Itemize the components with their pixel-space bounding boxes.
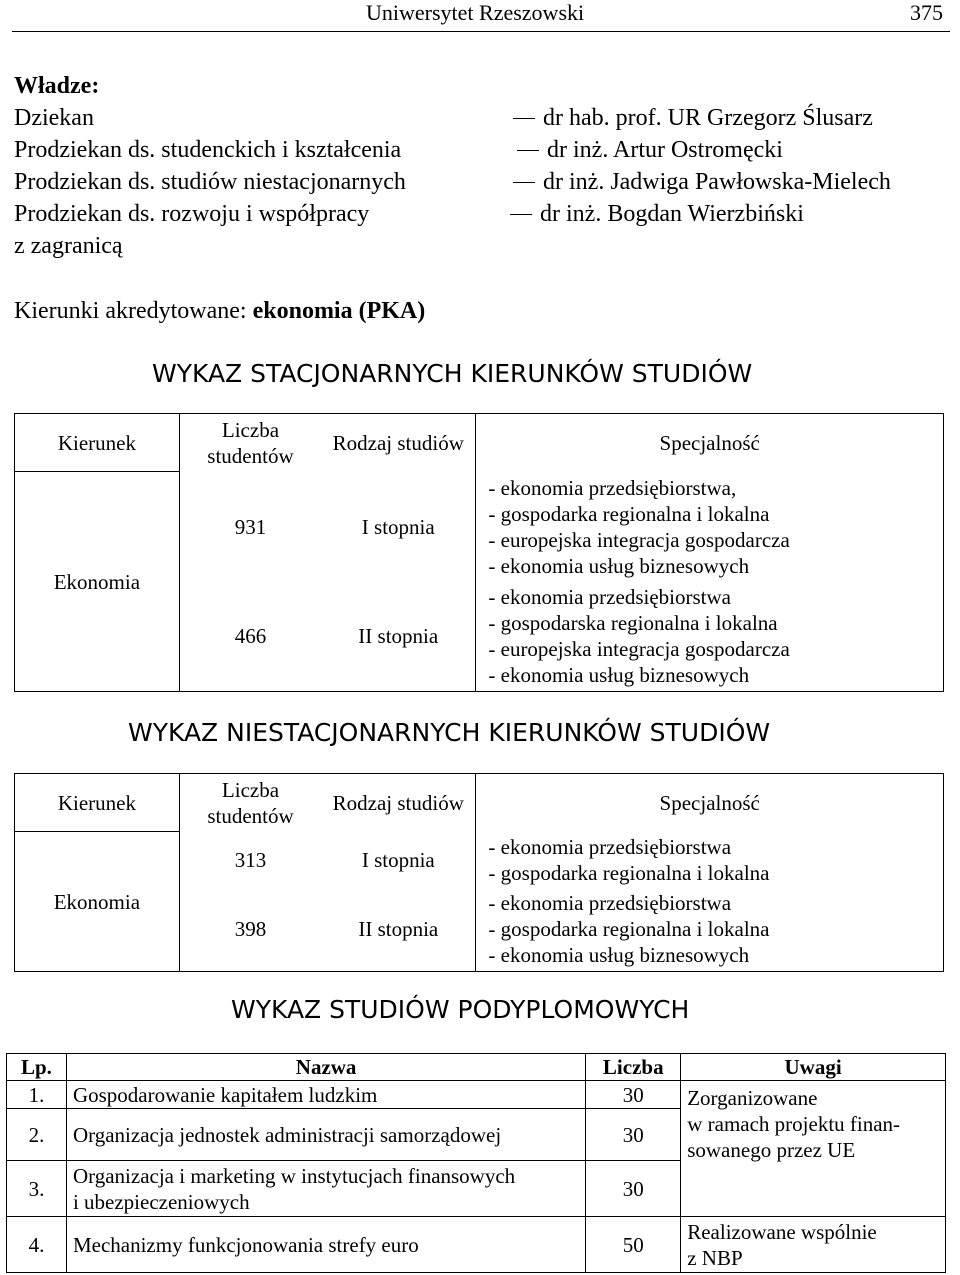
- nonstationary-title: WYKAZ NIESTACJONARNYCH KIERUNKÓW STUDIÓW: [128, 718, 771, 747]
- lp-cell: 3.: [7, 1161, 67, 1217]
- nazwa-cell: Organizacja jednostek administracji samorządowej: [66, 1109, 585, 1161]
- name-vice-dean-development: dr inż. Bogdan Wierzbiński: [510, 199, 804, 229]
- uwagi-line: w ramach projektu finan-: [687, 1112, 901, 1136]
- authorities-heading: Władze:: [14, 73, 100, 99]
- kierunek-cell: Ekonomia: [15, 832, 180, 972]
- header-liczba: Liczba: [586, 1054, 681, 1081]
- postgraduate-title: WYKAZ STUDIÓW PODYPLOMOWYCH: [231, 995, 690, 1024]
- name-vice-dean-part-time: dr inż. Jadwiga Pawłowska-Mielech: [513, 167, 891, 197]
- role-vice-dean-students: Prodziekan ds. studenckich i kształcenia: [14, 137, 402, 163]
- spec-item: - europejska integracja gospodarcza: [488, 637, 790, 662]
- uwagi-line: Zorganizowane: [687, 1086, 818, 1110]
- specjalnosc-cell: [476, 582, 944, 692]
- liczba-cell: 398: [179, 888, 321, 972]
- lp-cell: 1.: [7, 1081, 67, 1109]
- spec-item: - ekonomia przedsiębiorstwa,: [488, 475, 737, 500]
- name-vice-dean-students: dr inż. Artur Ostromęcki: [517, 135, 783, 165]
- page-number: 375: [910, 0, 943, 25]
- spec-item: - ekonomia usług biznesowych: [488, 663, 750, 688]
- nonstationary-table: [14, 773, 944, 972]
- header-liczba: Liczba studentów: [179, 414, 321, 472]
- role-vice-dean-development: Prodziekan ds. rozwoju i współpracy: [14, 201, 370, 227]
- nazwa-cell: [66, 1161, 585, 1217]
- kierunek-cell: Ekonomia: [15, 472, 180, 692]
- rodzaj-cell: I stopnia: [321, 832, 476, 888]
- role-vice-dean-part-time: Prodziekan ds. studiów niestacjonarnych: [14, 169, 406, 195]
- liczba-cell: 466: [179, 582, 321, 692]
- specjalnosc-cell: [476, 888, 944, 972]
- header-specjalnosc: Specjalność: [476, 414, 944, 472]
- header-rodzaj: Rodzaj studiów: [321, 774, 476, 832]
- spec-item: - gospodarska regionalna i lokalna: [488, 611, 778, 636]
- spec-item: - gospodarka regionalna i lokalna: [488, 860, 770, 885]
- dash-icon: [513, 118, 535, 119]
- liczba-cell: 931: [179, 472, 321, 582]
- liczba-cell: 50: [586, 1217, 681, 1273]
- spec-item: - gospodarka regionalna i lokalna: [488, 501, 770, 526]
- nazwa-line: i ubezpieczeniowych: [72, 1189, 250, 1214]
- rodzaj-cell: I stopnia: [321, 472, 476, 582]
- liczba-cell: 313: [179, 832, 321, 888]
- accredited-line: [14, 296, 425, 326]
- liczba-cell: 30: [586, 1161, 681, 1217]
- header-liczba: Liczba studentów: [179, 774, 321, 832]
- specjalnosc-cell: [476, 472, 944, 582]
- role-continuation: z zagranicą: [14, 233, 123, 259]
- liczba-cell: 30: [586, 1109, 681, 1161]
- accredited-value: ekonomia (PKA): [252, 298, 426, 324]
- liczba-cell: 30: [586, 1081, 681, 1109]
- spec-item: - ekonomia przedsiębiorstwa: [488, 891, 732, 916]
- spec-item: - gospodarka regionalna i lokalna: [488, 917, 770, 942]
- dash-icon: [510, 214, 532, 215]
- header-specjalnosc: Specjalność: [476, 774, 944, 832]
- spec-item: - ekonomia usług biznesowych: [488, 943, 750, 968]
- uwagi-cell: [681, 1081, 946, 1217]
- header-rodzaj: Rodzaj studiów: [321, 414, 476, 472]
- stationary-title: WYKAZ STACJONARNYCH KIERUNKÓW STUDIÓW: [152, 359, 753, 388]
- header-lp: Lp.: [7, 1054, 67, 1081]
- header-nazwa: Nazwa: [66, 1054, 585, 1081]
- nazwa-cell: Mechanizmy funkcjonowania strefy euro: [66, 1217, 585, 1273]
- dash-icon: [513, 182, 535, 183]
- specjalnosc-cell: [476, 832, 944, 888]
- accredited-label: Kierunki akredytowane:: [14, 298, 247, 324]
- rodzaj-cell: II stopnia: [321, 582, 476, 692]
- nazwa-cell: Gospodarowanie kapitałem ludzkim: [66, 1081, 585, 1109]
- header-kierunek: Kierunek: [15, 414, 180, 472]
- dash-icon: [517, 150, 539, 151]
- lp-cell: 4.: [7, 1217, 67, 1273]
- postgraduate-table: [6, 1053, 946, 1273]
- header-kierunek: Kierunek: [15, 774, 180, 832]
- spec-item: - europejska integracja gospodarcza: [488, 527, 790, 552]
- role-dean: Dziekan: [14, 105, 94, 131]
- header-rule: [12, 31, 950, 32]
- running-header-title: Uniwersytet Rzeszowski: [366, 0, 585, 25]
- stationary-table: [14, 413, 944, 692]
- uwagi-line: z NBP: [687, 1245, 743, 1270]
- spec-item: - ekonomia przedsiębiorstwa: [488, 834, 732, 859]
- rodzaj-cell: II stopnia: [321, 888, 476, 972]
- uwagi-cell: [681, 1217, 946, 1273]
- uwagi-line: sowanego przez UE: [687, 1138, 856, 1162]
- header-uwagi: Uwagi: [681, 1054, 946, 1081]
- lp-cell: 2.: [7, 1109, 67, 1161]
- uwagi-line: Realizowane wspólnie: [687, 1219, 877, 1244]
- name-dean: dr hab. prof. UR Grzegorz Ślusarz: [513, 103, 873, 133]
- nazwa-line: Organizacja i marketing w instytucjach finansowych: [72, 1163, 516, 1188]
- spec-item: - ekonomia usług biznesowych: [488, 553, 750, 578]
- spec-item: - ekonomia przedsiębiorstwa: [488, 585, 731, 610]
